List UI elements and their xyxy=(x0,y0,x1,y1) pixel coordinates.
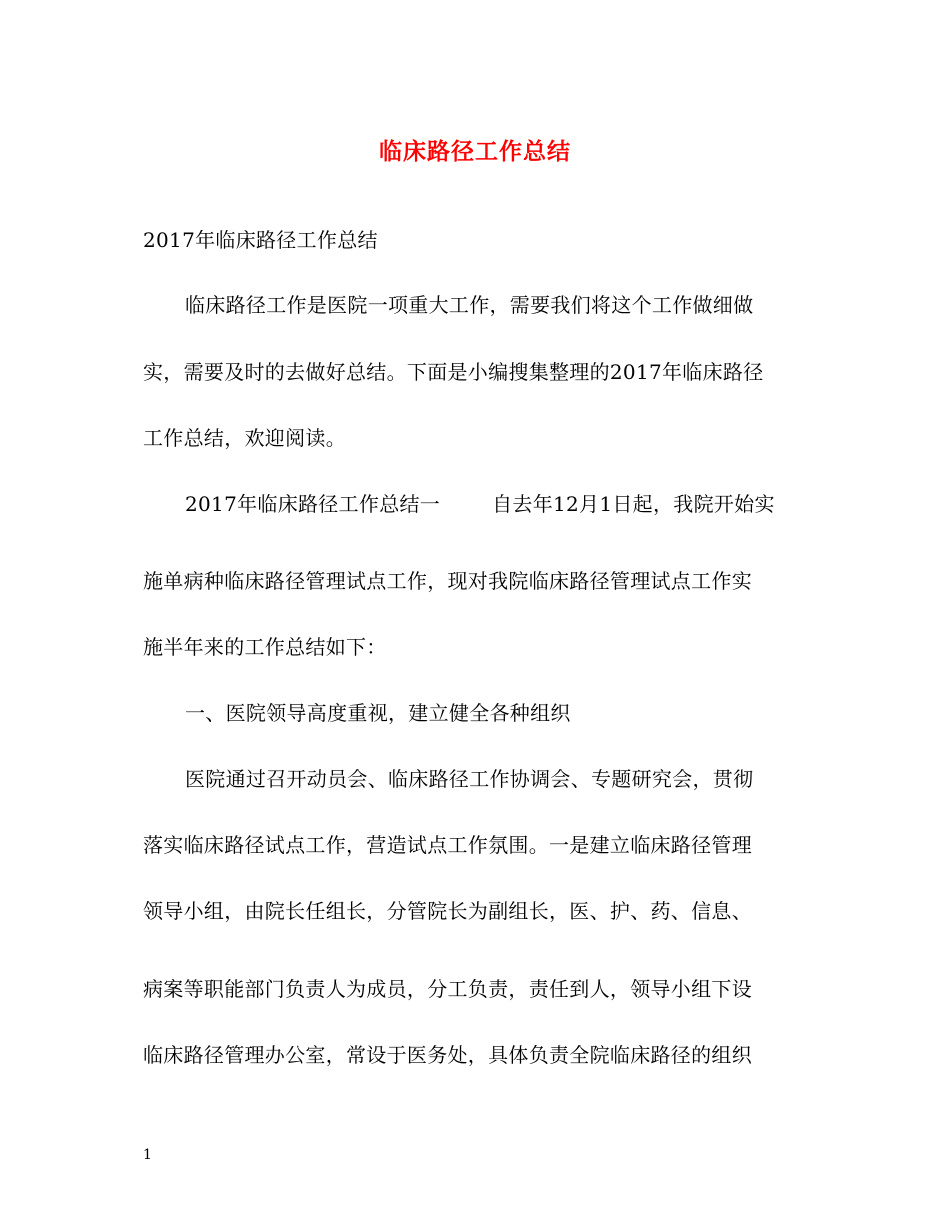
section-line xyxy=(185,488,855,517)
paragraph-line: 领导小组，由院长任组长，分管院长为副组长，医、护、药、信息、 xyxy=(143,899,752,923)
paragraph-line: 病案等职能部门负责人为成员，分工负责，责任到人，领导小组下设 xyxy=(143,977,752,1001)
section-heading: 2017年临床路径工作总结一 xyxy=(185,492,441,516)
paragraph-line: 落实临床路径试点工作，营造试点工作氛围。一是建立临床路径管理 xyxy=(143,833,752,857)
paragraph-line: 工作总结，欢迎阅读。 xyxy=(143,426,346,450)
paragraph-line: 临床路径管理办公室，常设于医务处，具体负责全院临床路径的组织 xyxy=(143,1043,752,1067)
paragraph-line: 实，需要及时的去做好总结。下面是小编搜集整理的2017年临床路径 xyxy=(143,360,764,384)
paragraph-line: 临床路径工作是医院一项重大工作，需要我们将这个工作做细做 xyxy=(185,293,754,317)
page-number: 1 xyxy=(143,1147,152,1163)
section-heading-1: 一、医院领导高度重视，建立健全各种组织 xyxy=(185,701,571,725)
subtitle: 2017年临床路径工作总结 xyxy=(143,228,378,252)
document-title: 临床路径工作总结 xyxy=(379,138,571,165)
paragraph-line: 医院通过召开动员会、临床路径工作协调会、专题研究会，贯彻 xyxy=(185,767,754,791)
section-intro: 自去年12月1日起，我院开始实 xyxy=(492,492,775,516)
paragraph-line: 施单病种临床路径管理试点工作，现对我院临床路径管理试点工作实 xyxy=(143,569,752,593)
paragraph-line: 施半年来的工作总结如下： xyxy=(143,635,387,659)
